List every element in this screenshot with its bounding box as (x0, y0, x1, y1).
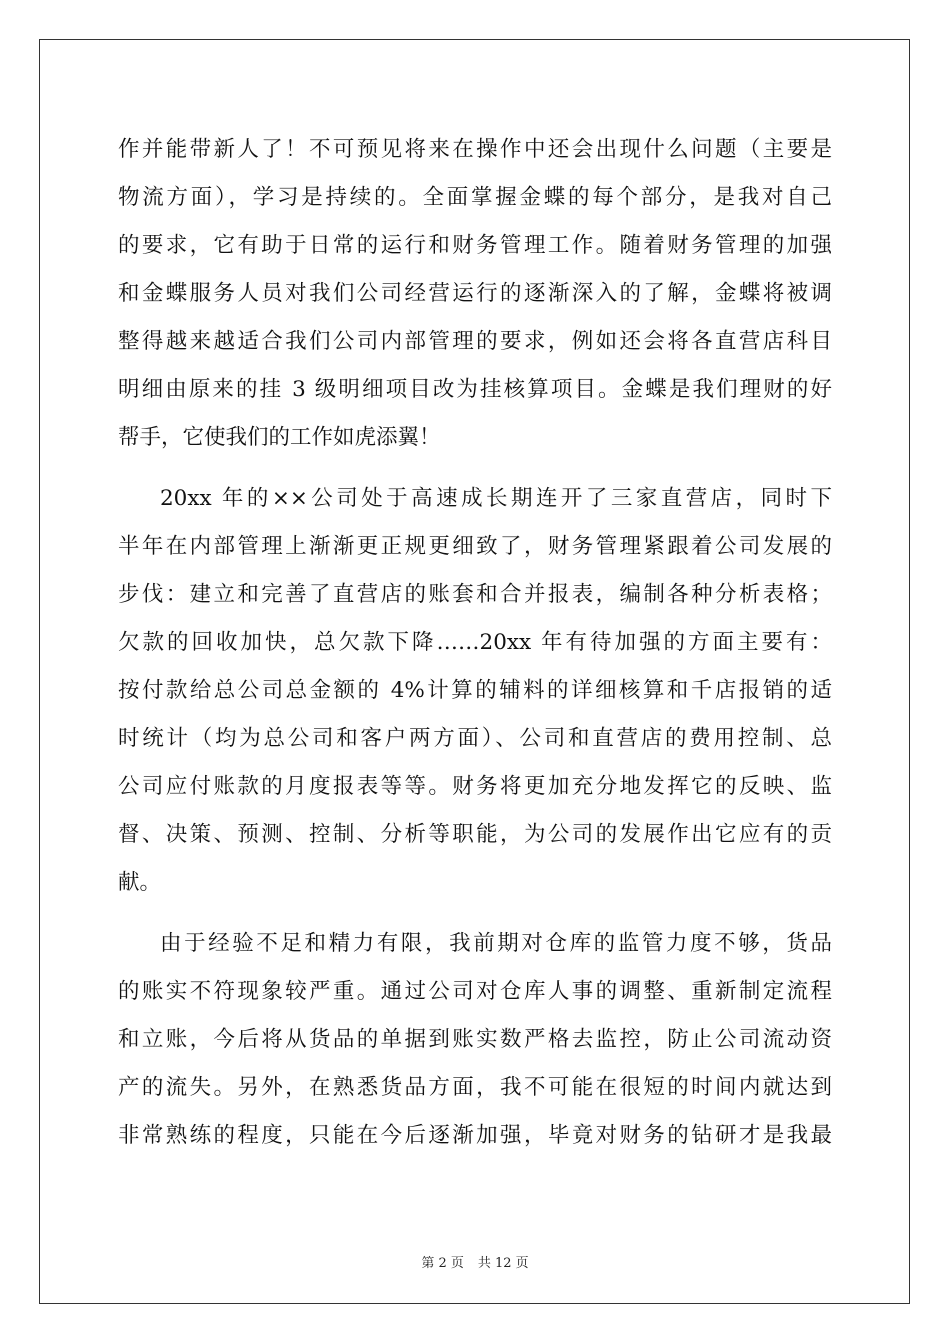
text-line: 明细由原来的挂 3 级明细项目改为挂核算项目。金蝶是我们理财的好 (118, 377, 832, 402)
text-line: 和立账，今后将从货品的单据到账实数严格去监控，防止公司流动资 (118, 1027, 832, 1052)
text-line: 时统计（均为总公司和客户两方面）、公司和直营店的费用控制、总 (118, 726, 832, 751)
text-line: 的要求，它有助于日常的运行和财务管理工作。随着财务管理的加强 (118, 233, 832, 258)
text-line: 作并能带新人了！不可预见将来在操作中还会出现什么问题（主要是 (118, 137, 832, 162)
text-line: 帮手，它使我们的工作如虎添翼！ (118, 425, 441, 450)
text-line: 由于经验不足和精力有限，我前期对仓库的监管力度不够，货品 (160, 931, 832, 956)
text-line: 欠款的回收加快，总欠款下降……20xx 年有待加强的方面主要有： (118, 630, 832, 655)
text-line: 督、决策、预测、控制、分析等职能，为公司的发展作出它应有的贡 (118, 822, 832, 847)
text-line: 献。 (118, 870, 162, 895)
text-line: 半年在内部管理上渐渐更正规更细致了，财务管理紧跟着公司发展的 (118, 534, 832, 559)
text-line: 公司应付账款的月度报表等等。财务将更加充分地发挥它的反映、监 (118, 774, 832, 799)
page-border (39, 39, 910, 1304)
page-footer (0, 1255, 950, 1273)
text-line: 和金蝶服务人员对我们公司经营运行的逐渐深入的了解，金蝶将被调 (118, 281, 832, 306)
text-line: 整得越来越适合我们公司内部管理的要求，例如还会将各直营店科目 (118, 329, 832, 354)
text-line: 非常熟练的程度，只能在今后逐渐加强，毕竟对财务的钻研才是我最 (118, 1123, 832, 1148)
text-line: 按付款给总公司总金额的 4%计算的辅料的详细核算和千店报销的适 (118, 678, 832, 703)
page-number: 第 2 页 (421, 1256, 464, 1271)
text-line: 物流方面），学习是持续的。全面掌握金蝶的每个部分，是我对自己 (118, 185, 832, 210)
text-line: 20xx 年的××公司处于高速成长期连开了三家直营店，同时下 (160, 486, 832, 511)
text-line: 步伐：建立和完善了直营店的账套和合并报表，编制各种分析表格； (118, 582, 832, 607)
page-total: 共 12 页 (477, 1256, 529, 1271)
text-line: 的账实不符现象较严重。通过公司对仓库人事的调整、重新制定流程 (118, 979, 832, 1004)
text-line: 产的流失。另外，在熟悉货品方面，我不可能在很短的时间内就达到 (118, 1075, 832, 1100)
